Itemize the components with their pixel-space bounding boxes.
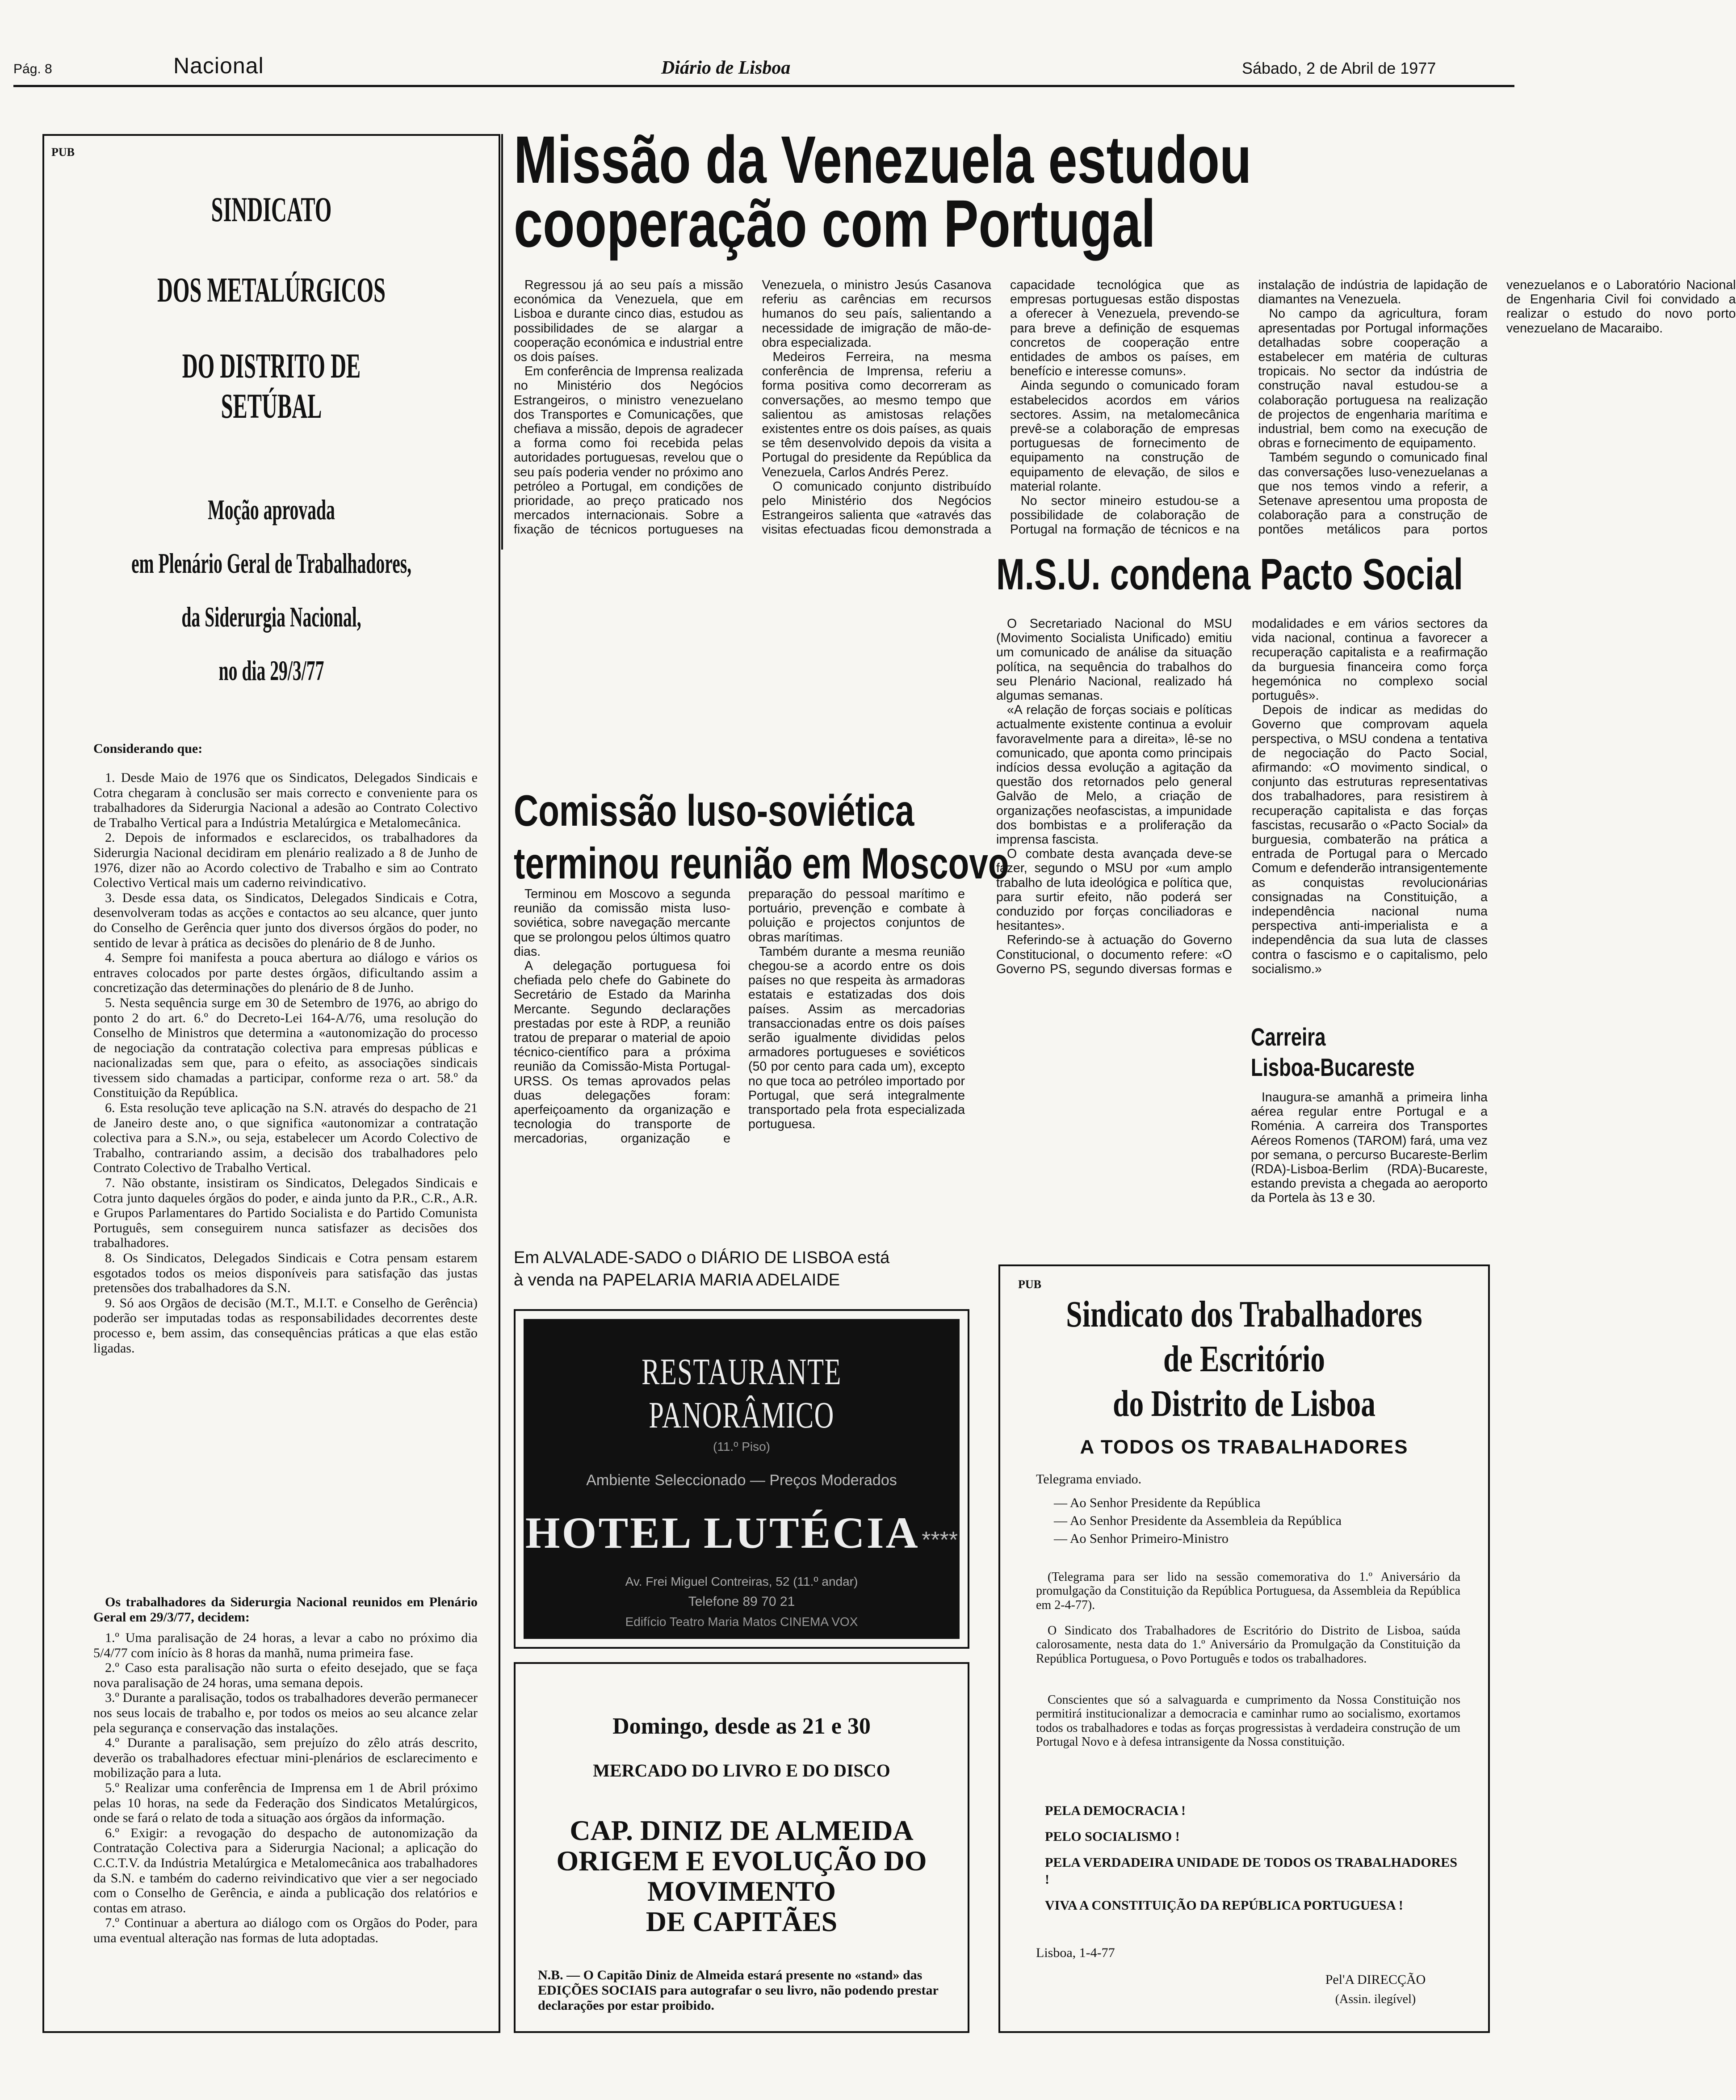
- hotel-name: HOTEL LUTÉCIA: [525, 1508, 920, 1558]
- page-number: Pág. 8: [13, 62, 52, 76]
- ad-signature: Pel'A DIRECÇÃO: [1325, 1972, 1426, 1987]
- ad-org-line-2: DOS METALÚRGICOS: [157, 270, 386, 309]
- recipient-line: — Ao Senhor Presidente da Assembleia da República: [1054, 1513, 1342, 1528]
- escritorio-ad: [998, 1264, 1490, 2033]
- motion-point: 3. Desde essa data, os Sindicatos, Delegados Sindicais e Cotra, desenvolveram todas as acções e contactos ao seu alcance, quer junto do Conselho de Gerência quer junto dos diversos órgãos do poder, no sentido de levar à prática as decisões do plenário de 8 de Junho.: [93, 890, 478, 950]
- masthead: Diário de Lisboa: [661, 58, 791, 78]
- ad-sub-3: da Siderurgia Nacional,: [181, 601, 361, 633]
- issue-date: Sábado, 2 de Abril de 1977: [1242, 59, 1436, 77]
- article-paragraph: Também segundo o comunicado final das conversações luso-venezuelanas a que nos temos vindo a referir, a Setenave apresentou uma proposta de colaboração para a construção de pontões metálicos para portos venezuelanos e o Laboratório Nacional de Engenharia Civil foi convidado a realizar o estudo do novo porto venezuelano de Macaraibo.: [1258, 278, 1736, 537]
- recipient-line: — Ao Senhor Presidente da República: [1054, 1495, 1261, 1510]
- article-paragraph: Terminou em Moscovo a segunda reunião da comissão mista luso-soviética, sobre navegação mercante que se prolongou pelos últimos quatro dias.: [514, 887, 730, 959]
- article-paragraph: Também durante a mesma reunião chegou-se a acordo entre os dois países no que respeita às armadoras estatais e estatizadas dos dois países. Assim as mercadorias transaccionadas entre os dois países serão igualmente divididas pelos armadores portugueses e soviéticos (50 por cento para cada um), excepto no que toca ao petróleo importado por Portugal, que será integralmente transportado pela frota especializada portuguesa.: [748, 944, 965, 1132]
- article-paragraph: O comunicado conjunto distribuído pelo Ministério dos Negócios Estrangeiros salienta que «através das visitas efectuadas ficou demonstrada a capacidade tecnológica que as empresas portuguesas estão dispostas a oferecer à Venezuela, prevendo-se para breve a definição de esquemas concretos de cooperação entre entidades de ambos os países, em benefício e interesse comuns».: [762, 278, 1240, 537]
- book-ad: [514, 1662, 969, 2033]
- slogan-line: PELA VERDADEIRA UNIDADE DE TODOS OS TRABALHADORES !: [1045, 1855, 1457, 1887]
- soviet-headline-1: Comissão luso-soviética: [514, 786, 914, 835]
- article-paragraph: Ainda segundo o comunicado foram estabelecidos acordos em vários sectores. Assim, na metalomecânica prevê-se a colaboração de empresas portuguesas de fornecimento de equipamento na construção de equipamento de elevação, de silos e material rolante.: [1010, 378, 1240, 494]
- ad-org-line-1: SINDICATO: [211, 190, 332, 229]
- motion-point: 6. Esta resolução teve aplicação na S.N. através do despacho de 21 de Janeiro deste ano, o que significa «autonomizar a contratação colectiva para a S.N.», ou seja, estabelecer um Acordo Colectivo de Trabalho, contrariando assim, a decisão dos trabalhadores pelo Contrato Colectivo de Trabalho Vertical.: [93, 1100, 478, 1176]
- motion-point: 8. Os Sindicatos, Delegados Sindicais e Cotra pensam estarem esgotados todos os meios disponíveis para satisfação das justas pretensões dos trabalhadores da S.N.: [93, 1251, 478, 1296]
- article-paragraph: Medeiros Ferreira, na mesma conferência de Imprensa, referiu a forma positiva como decorreram as conversações, ao mesmo tempo que salientou as amistosas relações existentes entre os dois países, as quais se têm desenvolvido depois da visita a Portugal do presidente da República da Venezuela, Carlos Andrés Perez.: [762, 350, 991, 479]
- article-paragraph: No campo da agricultura, foram apresentadas por Portugal informações detalhadas sobre cooperação a estabelecer em matéria de culturas tropicais. No sector da indústria de construção naval estudou-se a colaboração portuguesa na realização de projectos de engenharia marítima e industrial, bem como na execução de obras e fornecimento de equipamento.: [1258, 307, 1488, 451]
- pub-label: PUB: [1018, 1278, 1041, 1291]
- decision-item: 5.º Realizar uma conferência de Imprensa em 1 de Abril próximo pelas 10 horas, na sede da Federação dos Sindicatos Metalúrgicos, onde se fará o relato de toda a situação aos órgãos da informação.: [93, 1780, 478, 1826]
- soviet-body: [514, 887, 965, 1213]
- section-name: Nacional: [173, 53, 264, 78]
- header-rule: [13, 85, 1514, 87]
- greeting-paragraph: O Sindicato dos Trabalhadores de Escritório do Distrito de Lisboa, saúda calorosamente, nesta data do 1.º Aniversário da Promulgação da Constituição da República Portuguesa, o Povo Português e todos os trabalhadores.: [1036, 1624, 1460, 1666]
- notice-line: Em ALVALADE-SADO o DIÁRIO DE LISBOA está: [514, 1248, 890, 1267]
- decisions-intro: Os trabalhadores da Siderurgia Nacional reunidos em Plenário Geral em 29/3/77, decidem:: [93, 1595, 478, 1625]
- slogans: [1045, 1802, 1460, 1914]
- book-title-2: ORIGEM E EVOLUÇÃO DO: [556, 1845, 927, 1877]
- decision-item: 6.º Exigir: a revogação do despacho de autonomização da Contratação Colectiva para a Siderurgia Nacional; a aplicação do C.C.T.V. da Indústria Metalúrgica e Metalomecânica aos trabalhadores da S.N. e também do caderno reivindicativo que vier a ser negociado com o Conselho de Gerência, e ainda a publicação dos relatórios e contas em atraso.: [93, 1825, 478, 1915]
- hotel-address: Av. Frei Miguel Contreiras, 52 (11.º andar): [625, 1575, 858, 1588]
- article-paragraph: O combate desta avançada deve-se fazer, segundo o MSU por «um amplo trabalho de luta ideológica e política que, para surtir efeito, não poderá ser conduzido por forças conciliadoras e hesitantes».: [996, 847, 1232, 933]
- carreira-body: [1251, 1090, 1488, 1238]
- ad-org-line-3: do Distrito de Lisboa: [1113, 1383, 1375, 1424]
- ad-place-date: Lisboa, 1-4-77: [1036, 1945, 1115, 1960]
- ad-org-line-2: de Escritório: [1163, 1338, 1325, 1380]
- venezuela-headline-2: cooperação com Portugal: [514, 186, 1156, 261]
- book-ad-note: N.B. — O Capitão Diniz de Almeida estará presente no «stand» das EDIÇÕES SOCIAIS para autografar o seu livro, não podendo prestar declarações por estar proibido.: [538, 1968, 939, 2013]
- hotel-phone: Telefone 89 70 21: [688, 1594, 795, 1609]
- article-paragraph: A delegação portuguesa foi chefiada pelo chefe do Gabinete do Secretário de Estado da Marinha Mercante. Segundo declarações prestadas por este à RDP, a reunião tratou de preparar o material de apoio técnico-científico para a próxima reunião da Comissão-Mista Portugal-URSS. Os temas aprovados pelas duas delegações foram: aperfeiçoamento da organização e tecnologia do transporte de mercadorias, organização e preparação do pessoal marítimo e portuário, prevenção e combate à poluição e projectos conjuntos de obras marítimas.: [514, 887, 965, 1146]
- restaurant-name: RESTAURANTE PANORÂMICO: [642, 1351, 842, 1436]
- article-paragraph: No sector mineiro estudou-se a possibilidade de colaboração de Portugal na formação de técnicos e na instalação de indústria de lapidação de diamantes na Venezuela.: [1010, 278, 1488, 537]
- ad-sub-4: no dia 29/3/77: [218, 655, 324, 686]
- article-paragraph: Regressou já ao seu país a missão económica da Venezuela, que em Lisboa e durante cinco dias, estudou as possibilidades de se alargar a cooperação económica e industrial entre os dois países.: [514, 278, 743, 365]
- hotel-ad-frame: [514, 1309, 969, 1649]
- venezuela-headline-1: Missão da Venezuela estudou: [514, 122, 1252, 197]
- telegram-note: (Telegrama para ser lido na sessão comemorativa do 1.º Aniversário da promulgação da Constituição da República Portuguesa, da Assembleia da República em 2-4-77).: [1036, 1570, 1460, 1612]
- motion-decisions: [93, 1630, 478, 2024]
- motion-point: 7. Não obstante, insistiram os Sindicatos, Delegados Sindicais e Cotra junto daqueles órgãos do poder, e ainda junto da P.R., C.R., A.R. e Grupos Parlamentares do Partido Socialista e do Partido Comunista Português, sem conseguirem nunca satisfazer as decisões dos trabalhadores.: [93, 1176, 478, 1251]
- exhortation-paragraph: Conscientes que só a salvaguarda e cumprimento da Nossa Constituição nos permitirá institucionalizar a democracia e caminhar rumo ao socialismo, exortamos todos os trabalhadores e todas as forças progressistas à verdadeira construção de um Portugal Novo e à defesa intransigente da Nossa constituição.: [1036, 1693, 1460, 1749]
- pub-label: PUB: [51, 146, 75, 159]
- article-paragraph: Referindo-se à actuação do Governo Constitucional, o documento refere: «O Governo PS, segundo diversas formas e modalidades e em vários sectores da vida nacional, continua a favorecer a recuperação capitalista e a reafirmação da burguesia financeira como força hegemónica no complexo social português».: [996, 617, 1488, 976]
- article-paragraph: O Secretariado Nacional do MSU (Movimento Socialista Unificado) emitiu um comunicado de análise da situação política, na sequência do trabalhos do seu Plenário Nacional, realizado há algumas semanas.: [996, 617, 1232, 703]
- soviet-headline-2: terminou reunião em Moscovo: [514, 839, 1009, 888]
- motion-point: 9. Só aos Orgãos de decisão (M.T., M.I.T. e Conselho de Gerência) poderão ser imputadas todas as responsabilidades decorrentes deste processo e, bem assim, das consequências práticas a que elas estão ligadas.: [93, 1295, 478, 1356]
- metalurgicos-ad: [42, 134, 500, 2033]
- hotel-stars: ****: [922, 1527, 958, 1553]
- book-title-4: DE CAPITÃES: [646, 1906, 838, 1937]
- book-title-3: MOVIMENTO: [647, 1875, 836, 1907]
- book-title-1: CAP. DINIZ DE ALMEIDA: [570, 1814, 914, 1846]
- telegram-label: Telegrama enviado.: [1036, 1472, 1142, 1487]
- carreira-headline-2: Lisboa-Bucareste: [1251, 1053, 1415, 1081]
- ad-sub-2: em Plenário Geral de Trabalhadores,: [131, 547, 412, 579]
- decision-item: 1.º Uma paralisação de 24 horas, a levar a cabo no próximo dia 5/4/77 com início às 8 horas da manhã, numa primeira fase.: [93, 1630, 478, 1660]
- article-paragraph: Em conferência de Imprensa realizada no Ministério dos Negócios Estrangeiros, o ministro venezuelano dos Transportes e Comunicações, que chefiava a missão, depois de agradecer a forma como foi recebida pelas autoridades portuguesas, revelou que o seu país poderia vender no próximo ano petróleo a Portugal, em condições de prioridade, ao preço praticado nos mercados internacionais. Sobre a fixação de técnicos portugueses na Venezuela, o ministro Jesús Casanova referiu as carências em recursos humanos do seu país, salientando a necessidade de imigração de mão-de-obra especializada.: [514, 278, 991, 537]
- sales-notice: [514, 1247, 969, 1291]
- motion-point: 2. Depois de informados e esclarecidos, os trabalhadores da Siderurgia Nacional decidiram em plenário realizado a 8 de Junho de 1976, dizer não ao Acordo colectivo de Trabalho e sim ao Contrato Colectivo Vertical mais um caderno reivindicativo.: [93, 830, 478, 890]
- ad-org-line-1: Sindicato dos Trabalhadores: [1066, 1294, 1422, 1335]
- ad-to-all: A TODOS OS TRABALHADORES: [1080, 1436, 1409, 1458]
- considering-heading: Considerando que:: [93, 741, 203, 756]
- telegram-recipients: [1054, 1494, 1342, 1548]
- slogan-line: VIVA A CONSTITUIÇÃO DA REPÚBLICA PORTUGUESA !: [1045, 1898, 1403, 1913]
- motion-point: 1. Desde Maio de 1976 que os Sindicatos, Delegados Sindicais e Cotra chegaram à conclusão ser mais correcto e conveniente para os trabalhadores da Siderurgia Nacional a adesão ao Contrato Colectivo de Trabalho Vertical para a Indústria Metalúrgica e Metalomecânica.: [93, 770, 478, 830]
- hotel-ad: [524, 1319, 960, 1639]
- carreira-headline-1: Carreira: [1251, 1023, 1326, 1051]
- restaurant-tagline: Ambiente Seleccionado — Preços Moderados: [586, 1472, 897, 1489]
- motion-points: [93, 770, 478, 1557]
- decision-item: 3.º Durante a paralisação, todos os trabalhadores deverão permanecer nos seus locais de trabalho e, por todos os meios ao seu alcance zelar pela segurança e conservação das instalações.: [93, 1690, 478, 1735]
- article-paragraph: «A relação de forças sociais e políticas actualmente existente continua a evoluir favoravelmente para a direita», lê-se no comunicado, que aponta como principais indícios dessa evolução a agitação da questão dos retornados pelo general Galvão de Melo, a criação de organizações neofascistas, a impunidade dos bombistas e a proliferação da imprensa fascista.: [996, 703, 1232, 847]
- article-paragraph: Inaugura-se amanhã a primeira linha aérea regular entre Portugal e a Roménia. A carreira dos Transportes Aéreos Romenos (TAROM) fará, uma vez por semana, o percurso Bucareste-Berlim (RDA)-Lisboa-Berlim (RDA)-Bucareste, estando prevista a chegada ao aeroporto da Portela às 13 e 30.: [1251, 1090, 1488, 1205]
- motion-point: 4. Sempre foi manifesta a pouca abertura ao diálogo e vários os entraves colocados por parte destes órgãos, dificultando assim a concretização das determinações do plenário de 8 de Junho.: [93, 950, 478, 995]
- hotel-building: Edifício Teatro Maria Matos CINEMA VOX: [625, 1615, 858, 1629]
- ad-sub-1: Moção aprovada: [208, 494, 335, 525]
- book-ad-when: Domingo, desde as 21 e 30: [612, 1714, 871, 1739]
- restaurant-floor: (11.º Piso): [713, 1440, 770, 1453]
- ad-signature-note: (Assin. ilegível): [1335, 1992, 1416, 2006]
- slogan-line: PELA DEMOCRACIA !: [1045, 1803, 1186, 1818]
- column-rule: [501, 134, 503, 550]
- ad-org-line-3: DO DISTRITO DE SETÚBAL: [182, 346, 361, 425]
- notice-line: à venda na PAPELARIA MARIA ADELAIDE: [514, 1271, 840, 1289]
- decision-item: 7.º Continuar a abertura ao diálogo com os Orgãos do Poder, para uma eventual alteração nas formas de luta adoptadas.: [93, 1915, 478, 1945]
- book-ad-where: MERCADO DO LIVRO E DO DISCO: [593, 1760, 890, 1781]
- decision-item: 2.º Caso esta paralisação não surta o efeito desejado, que se faça nova paralisação de 24 horas, uma semana depois.: [93, 1660, 478, 1690]
- msu-headline: M.S.U. condena Pacto Social: [996, 550, 1463, 599]
- article-paragraph: Depois de indicar as medidas do Governo que comprovam aquela perspectiva, o MSU condena a tentativa de negociação do Pacto Social, afirmando: «O movimento sindical, o conjunto das estruturas representativas dos trabalhadores, para resistirem à recuperação capitalista e das forças fascistas, recusarão o «Pacto Social» da burguesia, combaterão na prática a entrada de Portugal para o Mercado Comum e defenderão intransigentemente as conquistas revolucionárias consignadas na Constituição, a independência nacional numa perspectiva anti-imperialista e a independência da sua luta de classes contra o fascismo e o capitalismo, pelo socialismo.»: [1252, 703, 1488, 976]
- venezuela-body: [514, 278, 1736, 537]
- motion-point: 5. Nesta sequência surge em 30 de Setembro de 1976, ao abrigo do ponto 2 do art. 6.º do Decreto-Lei 164-A/76, uma resolução do Conselho de Ministros que determina a «autonomização do processo de negociação da contratação colectiva para empresas públicas e nacionalizadas sem que, para o efeito, as associações sindicais tivessem sido chamadas a participar, conforme reza o art. 58.º da Constituição da República.: [93, 995, 478, 1100]
- slogan-line: PELO SOCIALISMO !: [1045, 1829, 1180, 1844]
- decision-item: 4.º Durante a paralisação, sem prejuízo do zêlo atrás descrito, deverão os trabalhadores efectuar mini-plenários de esclarecimento e mobilização para a luta.: [93, 1735, 478, 1781]
- recipient-line: — Ao Senhor Primeiro-Ministro: [1054, 1531, 1229, 1546]
